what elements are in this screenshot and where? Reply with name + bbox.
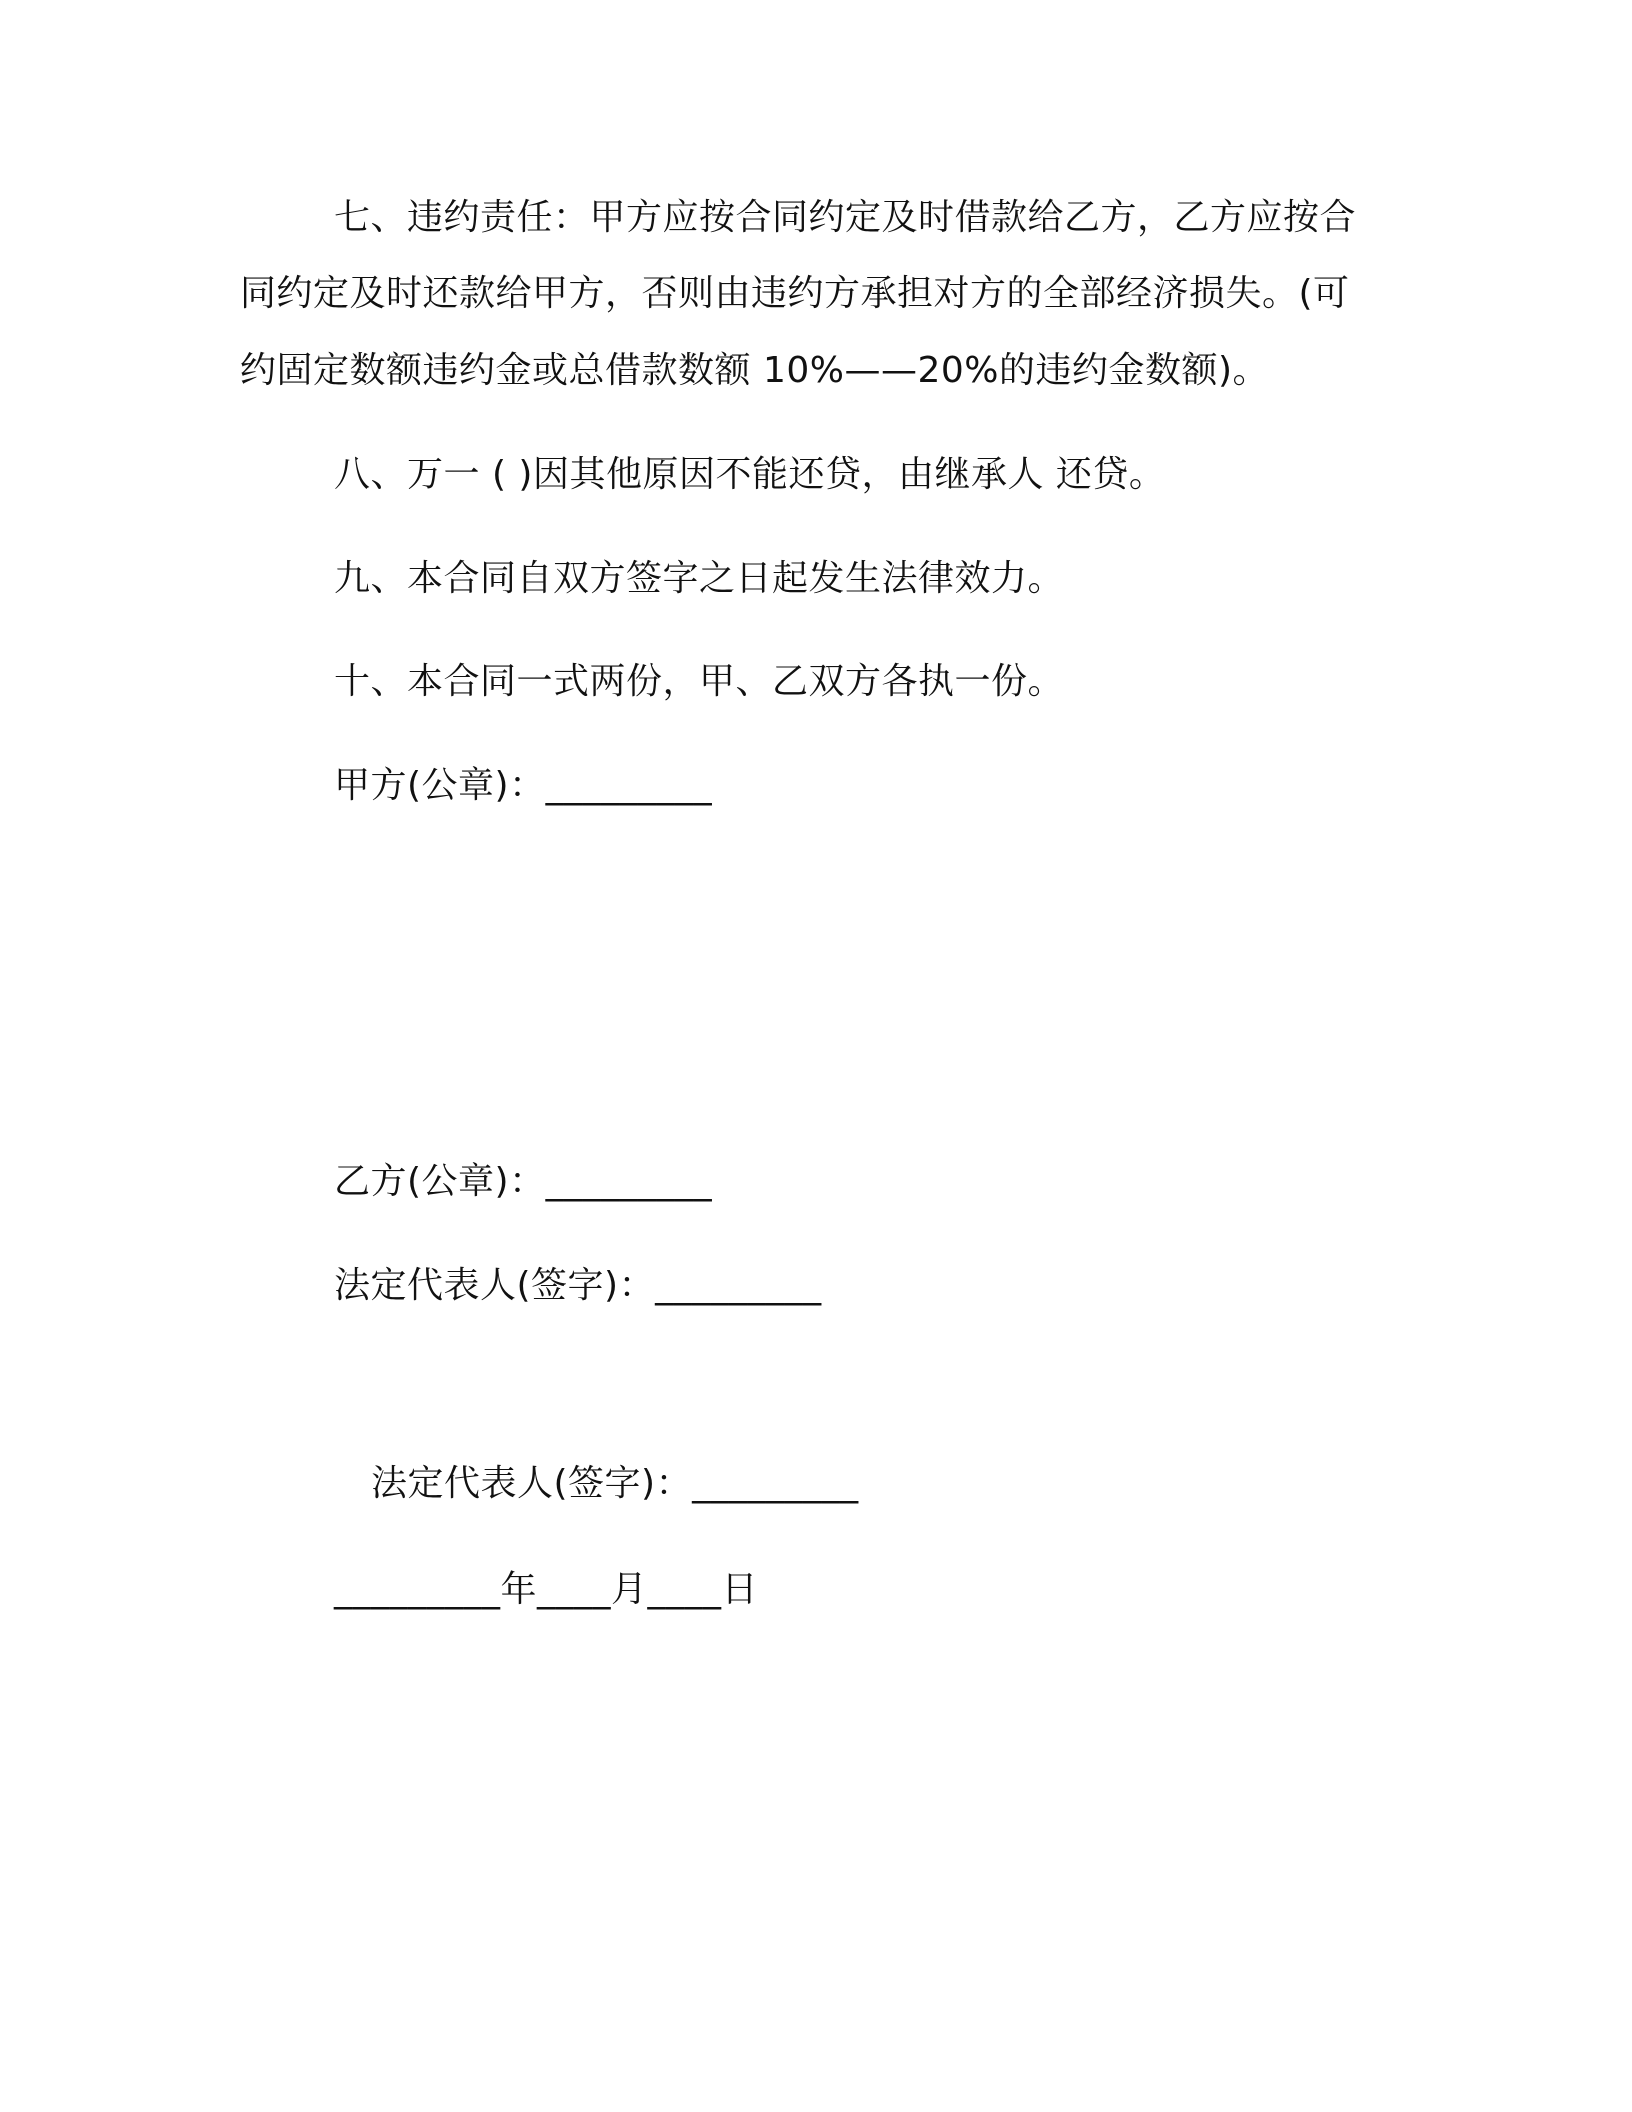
- clause-8: 八、万一 ( )因其他原因不能还贷，由继承人 还贷。: [334, 454, 1166, 495]
- clause-7-line-1: 七、违约责任：甲方应按合同约定及时借款给乙方，乙方应按合: [334, 197, 1357, 238]
- party-a-seal-field: 甲方(公章)：_________: [334, 765, 713, 806]
- legal-representative-signature-2: 法定代表人(签字)：_________: [371, 1463, 859, 1504]
- clause-9: 九、本合同自双方签字之日起发生法律效力。: [334, 558, 1065, 599]
- party-b-seal-field: 乙方(公章)：_________: [334, 1161, 713, 1202]
- signing-date-field: _________年____月____日: [334, 1569, 758, 1610]
- legal-representative-signature-1: 法定代表人(签字)：_________: [334, 1265, 822, 1306]
- clause-7-line-3: 约固定数额违约金或总借款数额 10%——20%的违约金数额)。: [240, 350, 1270, 391]
- clause-10: 十、本合同一式两份，甲、乙双方各执一份。: [334, 661, 1065, 702]
- clause-7-line-2: 同约定及时还款给甲方，否则由违约方承担对方的全部经济损失。(可: [240, 273, 1350, 314]
